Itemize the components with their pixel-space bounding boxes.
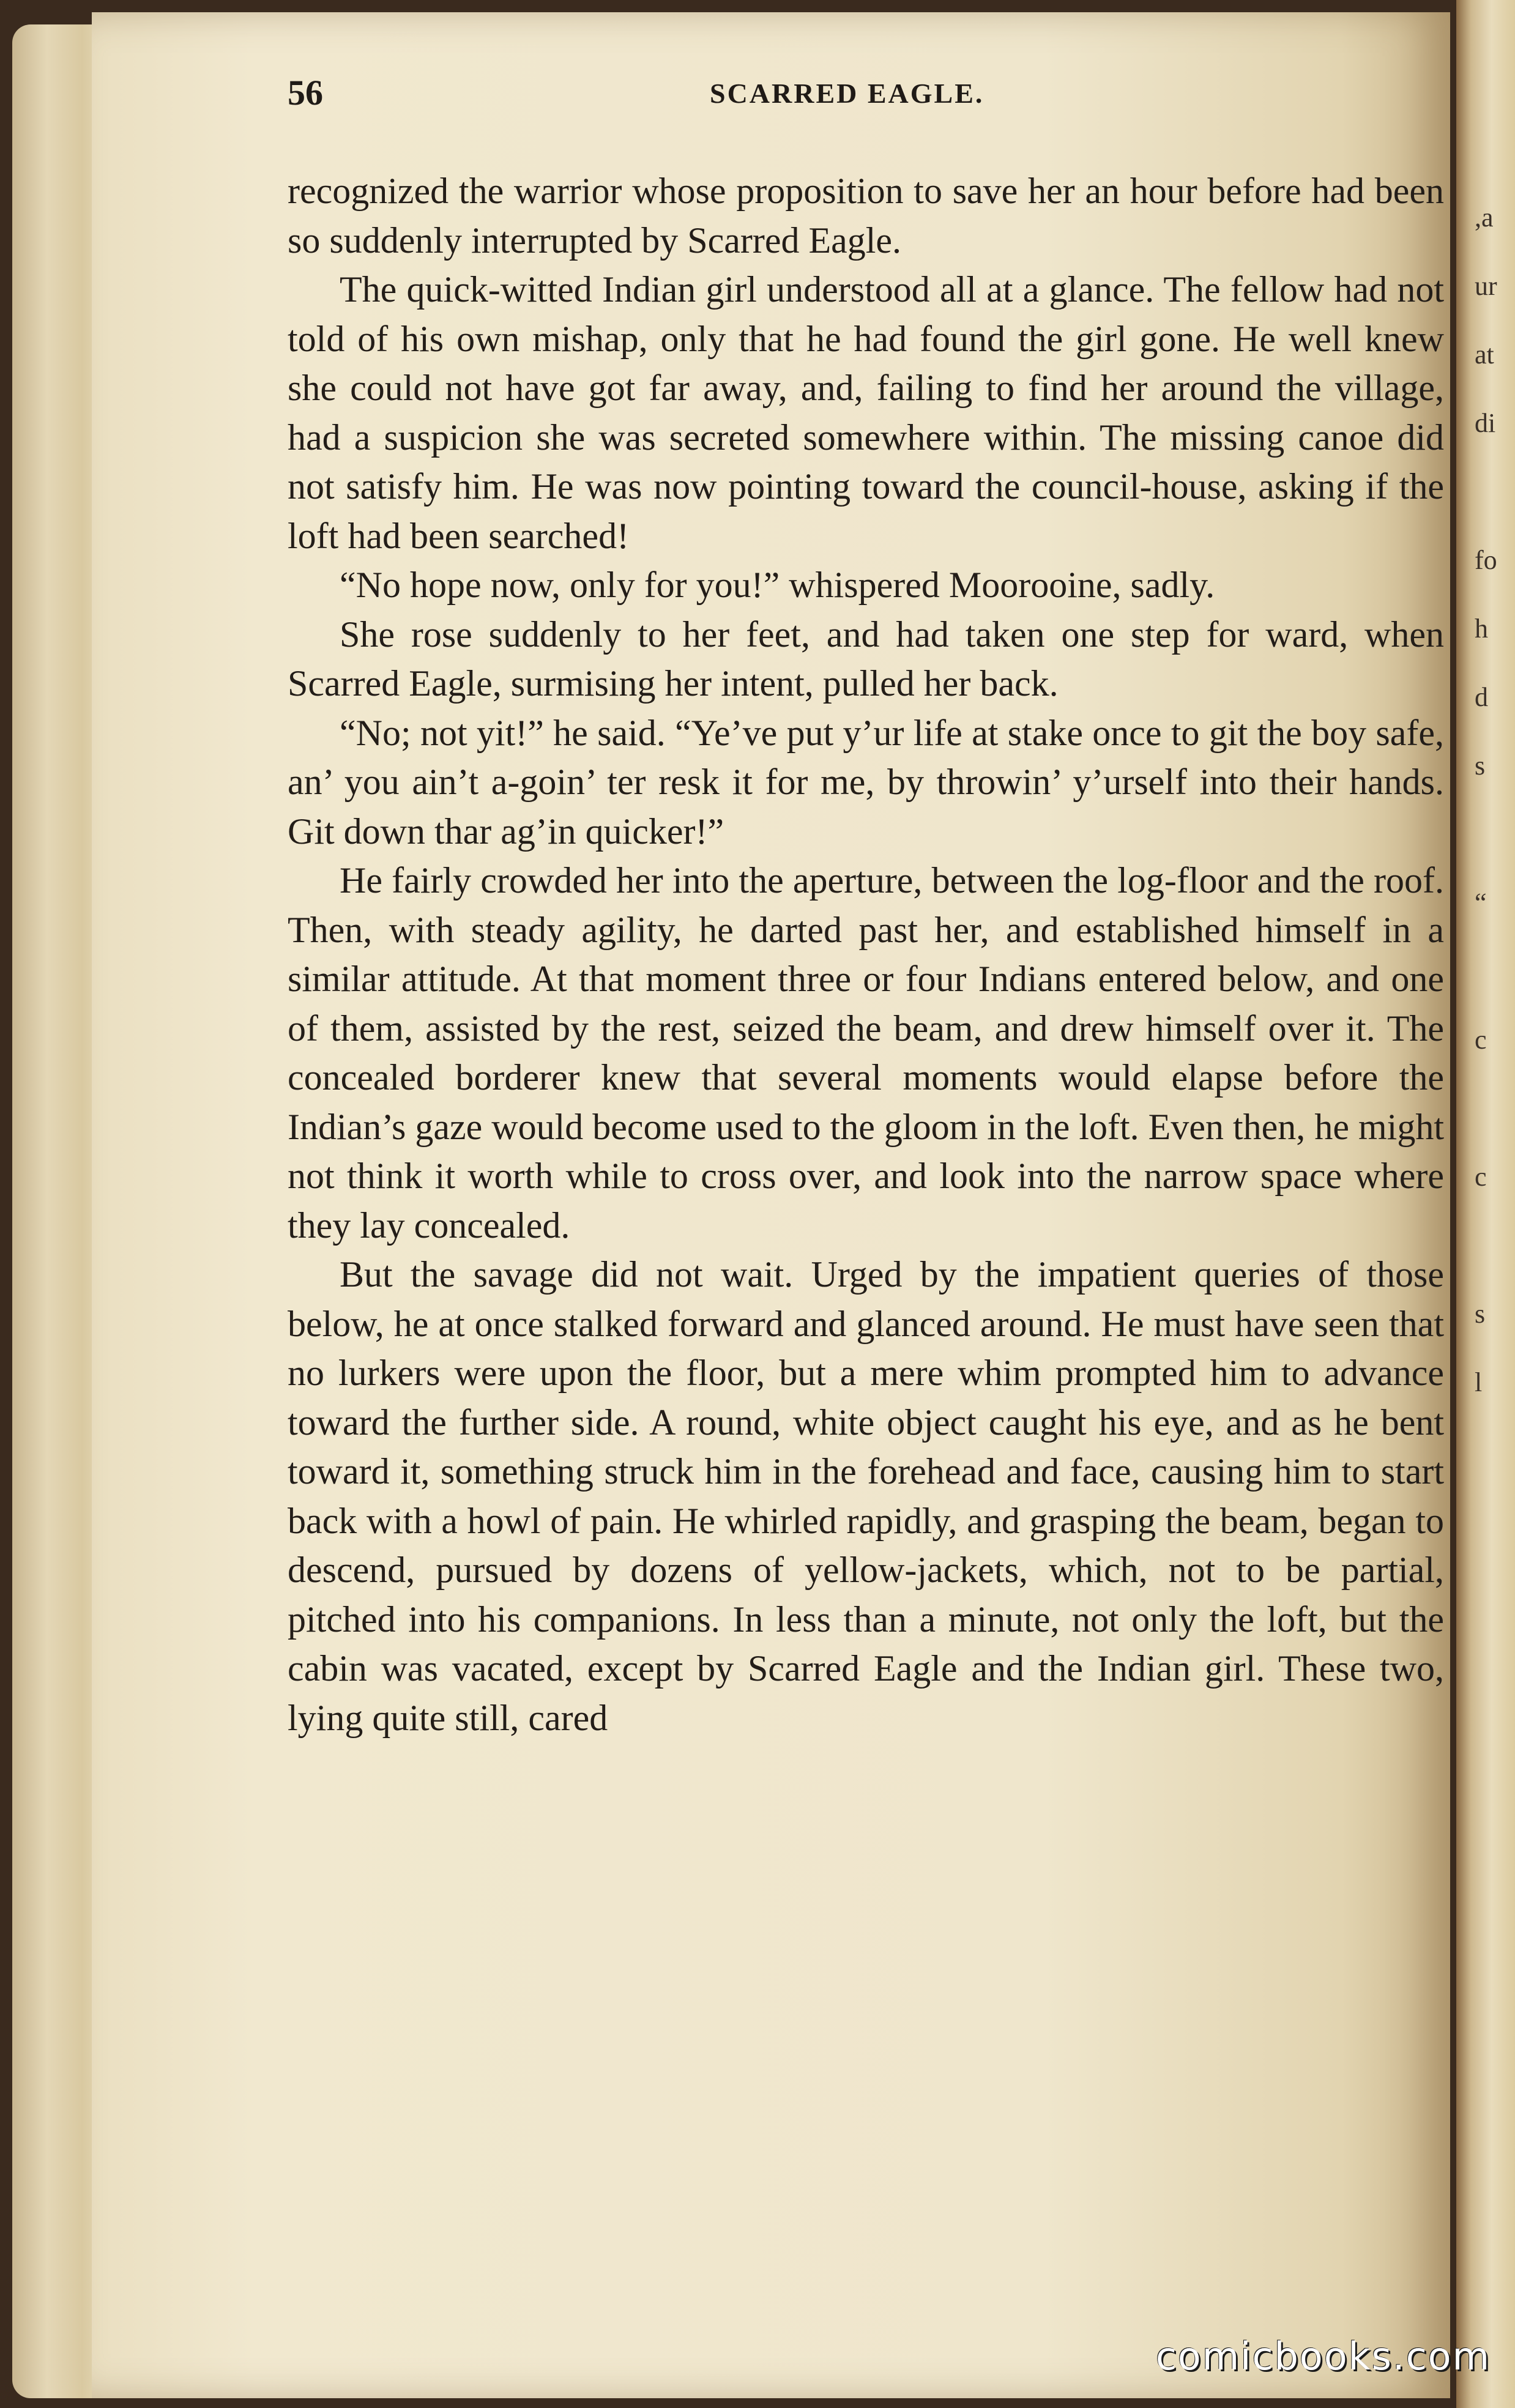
facing-page-fragment: h <box>1475 614 1488 644</box>
facing-page-fragment: d <box>1475 682 1488 712</box>
paragraph: She rose suddenly to her feet, and had taken one step for ward, when Scarred Eagle, surmising her intent, pulled her back. <box>288 614 1444 704</box>
facing-page-fragment: di <box>1475 408 1496 438</box>
facing-page-fragment: “ <box>1475 888 1487 918</box>
facing-page-fragment: s <box>1475 1299 1486 1329</box>
body-text <box>288 166 1444 1742</box>
paragraph: “No hope now, only for you!” whispered Moorooine, sadly. <box>340 565 1215 605</box>
watermark: comicbooks.com <box>1155 2334 1491 2379</box>
facing-page-fragment <box>1475 1211 1497 1280</box>
paragraph: He fairly crowded her into the aperture, between the log-floor and the roof. Then, with steady agility, he darted past her, and established himself in a similar attitude. At that moment three or four Indians entered below, and one of them, assisted by the rest, seized the beam, and drew himself over it. The concealed borderer knew that several moments would elapse before the Indian’s gaze would become used to the gloom in the loft. Even then, he might not think it worth while to cross over, and look into the narrow space where they lay concealed. <box>288 860 1444 1246</box>
paragraph: The quick-witted Indian girl understood all at a glance. The fellow had not told of his own mishap, only that he had found the girl gone. He well knew she could not have got far away, and, failing to find her around the village, had a suspicion she was secreted somewhere within. The missing canoe did not satisfy him. He was now pointing toward the council-house, asking if the loft had been searched! <box>288 269 1444 556</box>
facing-page-fragment: c <box>1475 1025 1487 1055</box>
page-number: 56 <box>288 73 323 113</box>
facing-page-fragment: at <box>1475 340 1494 370</box>
facing-page-fragment: ,a <box>1475 203 1494 232</box>
facing-page-fragment: s <box>1475 751 1486 781</box>
facing-page-fragment: l <box>1475 1367 1483 1397</box>
running-title: SCARRED EAGLE. <box>710 78 985 109</box>
facing-page-fragment <box>1475 1074 1497 1143</box>
facing-page-fragment <box>1475 800 1497 869</box>
facing-page-text-fragments <box>1475 184 1497 1417</box>
facing-page-fragment: ur <box>1475 271 1497 301</box>
paragraph: But the savage did not wait. Urged by the impatient queries of those below, he at once stalked forward and glanced around. He must have seen that no lurkers were upon the floor, but a mere whim prompted him to advance toward the further side. A round, white object caught his eye, and as he bent toward it, something struck him in the forehead and face, causing him to start back with a howl of pain. He whirled rapidly, and grasping the beam, began to descend, pursued by dozens of yellow-jackets, which, not to be partial, pitched into his companions. In less than a minute, not only the loft, but the cabin was vacated, except by Scarred Eagle and the Indian girl. These two, lying quite still, cared <box>288 1254 1444 1738</box>
paragraph: “No; not yit!” he said. “Ye’ve put y’ur life at stake once to git the boy safe, an’ you ain’t a-goin’ ter resk it for me, by throwin’ y’urself into their hands. Git down thar ag’in quicker!” <box>288 712 1444 852</box>
paragraph: recognized the warrior whose proposition to save her an hour before had been so suddenly interrupted by Scarred Eagle. <box>288 171 1444 261</box>
facing-page-fragment <box>1475 937 1497 1006</box>
facing-page-fragment <box>1475 458 1497 526</box>
facing-page-fragment: c <box>1475 1162 1487 1192</box>
facing-page-fragment: fo <box>1475 545 1497 575</box>
